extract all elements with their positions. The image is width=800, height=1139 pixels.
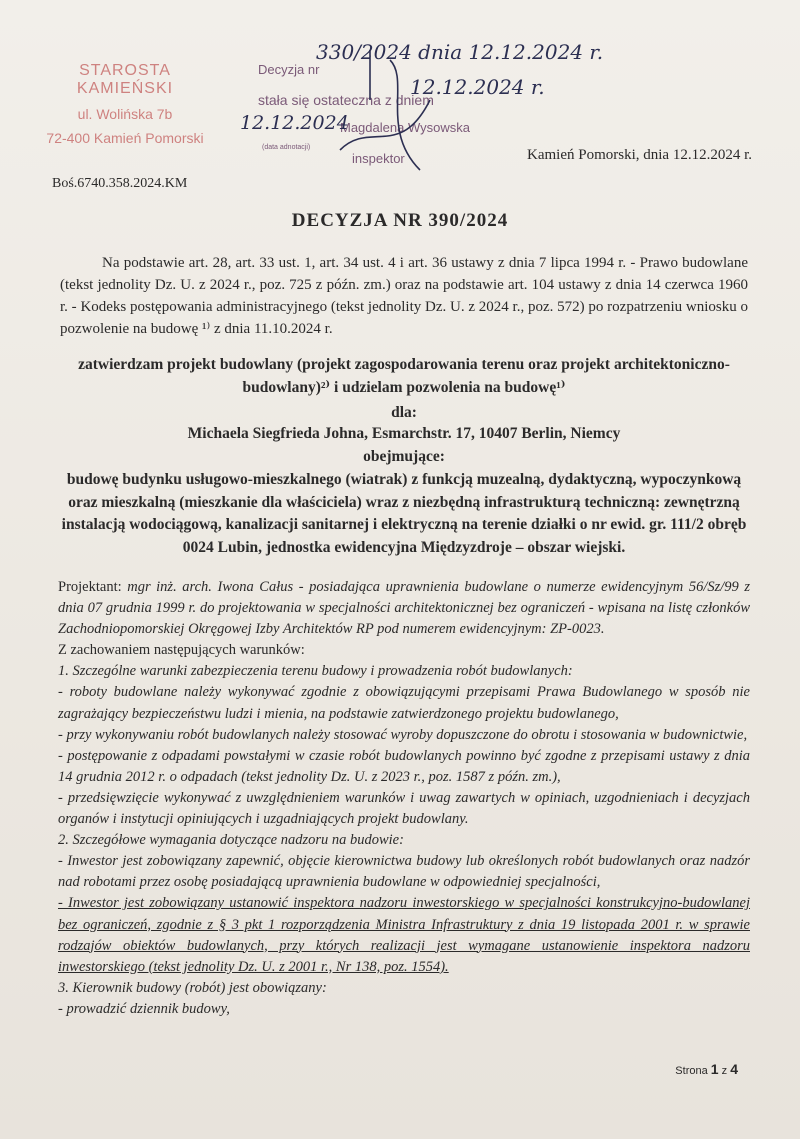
handwritten-annotation-date: 12.12.2024 [240, 112, 349, 134]
page-footer [675, 1061, 738, 1077]
designer-paragraph [58, 577, 750, 640]
finality-stamp-small-caption: (data adnotacji) [262, 144, 311, 151]
signature-mark [330, 40, 460, 180]
covering-label: obejmujące: [363, 448, 445, 465]
handwritten-final-date: 12.12.2024 r. [410, 75, 545, 99]
handwritten-decision-number: 330/2024 dnia 12.12.2024 r. [316, 40, 604, 64]
finality-stamp-final-label: stała się ostateczna z dniem [258, 92, 434, 108]
footer-of-word: z [721, 1065, 728, 1077]
document-title: DECYZJA NR 390/2024 [291, 210, 509, 231]
designer-text: mgr inż. arch. Iwona Całus - posiadająca uprawnienia budowlane o numerze ewidencyjnym 56/Sz/99 z dnia 07 grudnia 1999 r. do projektowania w specjalności architektonicznej bez ograniczeń - wpisana na listę członków Zachodniopomorskiej Okręgowej Izby Architektów RP pod numerem ewidencyjnym: ZP-0023. [58, 579, 751, 638]
footer-current-page: 1 [710, 1061, 719, 1077]
conditions-intro: Z zachowaniem następujących warunków: [58, 642, 305, 659]
office-stamp [30, 62, 220, 146]
section-1-item-1: - roboty budowlane należy wykonywać zgodnie z obowiązującymi przepisami Prawa Budowlanego w sposób nie zagrażający bezpieczeństwu ludzi i mienia, na podstawie zatwierdzonego projektu budowlanego, [58, 684, 750, 722]
section-2-underlined-item: - Inwestor jest zobowiązany ustanowić inspektora nadzoru inwestorskiego w specjalności konstrukcyjno-budowlanej bez ograniczeń, zgodnie z § 3 pkt 1 rozporządzenia Ministra Infrastruktury z dnia 19 listopada 2001 r. w sprawie rodzajów obiektów budowlanych, przy których realizacji jest wymagane ustanowienie inspektora nadzoru inwestorskiego (tekst jednolity Dz. U. z 2001 r., Nr 138, poz. 1554). [58, 895, 750, 975]
decision-statement: zatwierdzam projekt budowlany (projekt zagospodarowania terenu oraz projekt architektoniczno-budowlany)²⁾ i udzielam pozwolenia na budowę¹⁾ [78, 356, 730, 396]
conditions-body [58, 577, 750, 1020]
section-2-heading: 2. Szczegółowe wymagania dotyczące nadzoru na budowie: [58, 832, 404, 849]
footer-page-word: Strona [675, 1065, 708, 1077]
section-3-item-1: - prowadzić dziennik budowy, [58, 1000, 230, 1017]
legal-basis-paragraph: Na podstawie art. 28, art. 33 ust. 1, art. 34 ust. 4 i art. 36 ustawy z dnia 7 lipca 1994 r. - Prawo budowlane (tekst jednolity Dz. U. z 2024 r., poz. 725 z późn. zm.) oraz na podstawie art. 104 ustawy z dnia 14 czerwca 1960 r. - Kodeks postępowania administracyjnego (tekst jednolity Dz. U. z 2024 r., poz. 572) po rozpatrzeniu wniosku o pozwolenie na budowę ¹⁾ z dnia 11.10.2024 r. [60, 255, 748, 337]
for-label: dla: [391, 404, 417, 421]
designer-label: Projektant: [58, 579, 122, 595]
investor-name-address: Michaela Siegfrieda Johna, Esmarchstr. 17, 10407 Berlin, Niemcy [187, 425, 621, 442]
section-2-item-1: - Inwestor jest zobowiązany zapewnić, objęcie kierownictwa budowy lub określonych robót budowlanych oraz nadzór nad robotami przez osobę posiadającą uprawnienia budowlane w odpowiedniej specjalności, [58, 853, 750, 891]
finality-stamp-signer-role: inspektor [352, 151, 405, 166]
office-stamp-city: 72-400 Kamień Pomorski [46, 130, 204, 146]
project-scope: budowę budynku usługowo-mieszkalnego (wiatrak) z funkcją muzealną, dydaktyczną, wypoczynkową oraz mieszkalną (mieszkanie dla właściciela) wraz z niezbędną infrastrukturą techniczną: zewnętrzną instalacją wodociągową, kanalizacji sanitarnej i elektryczną na terenie działki o nr ewid. gr. 111/2 obręb 0024 Lubin, jednostka ewidencyjna Międzyzdroje – obszar wiejski. [61, 471, 747, 556]
case-number: Boś.6740.358.2024.KM [52, 176, 188, 191]
finality-stamp-decision-label: Decyzja nr [258, 62, 320, 77]
section-1-heading: 1. Szczególne warunki zabezpieczenia terenu budowy i prowadzenia robót budowlanych: [58, 663, 573, 680]
section-1-item-2: - przy wykonywaniu robót budowlanych należy stosować wyroby dopuszczone do obrotu i stosowania w budownictwie, [58, 726, 748, 743]
place-date: Kamień Pomorski, dnia 12.12.2024 r. [527, 147, 752, 163]
section-1-item-3: - postępowanie z odpadami powstałymi w czasie robót budowlanych powinno być zgodne z przepisami ustawy z dnia 14 grudnia 2012 r. o odpadach (tekst jednolity Dz. U. z 2023 r., poz. 1587 z późn. zm.), [58, 747, 750, 785]
section-3-heading: 3. Kierownik budowy (robót) jest obowiązany: [58, 979, 327, 996]
office-stamp-name: STAROSTA KAMIEŃSKI [76, 62, 174, 97]
office-stamp-street: ul. Wolińska 7b [77, 106, 173, 122]
section-1-item-4: - przedsięwzięcie wykonywać z uwzględnieniem warunków i uwag zawartych w opiniach, uzgodnieniach i decyzjach organów i instytucji opiniujących i uzgadniających projekt budowlany. [58, 789, 750, 828]
finality-stamp-signer: Magdalena Wysowska [340, 120, 470, 135]
footer-total-pages: 4 [730, 1061, 738, 1077]
